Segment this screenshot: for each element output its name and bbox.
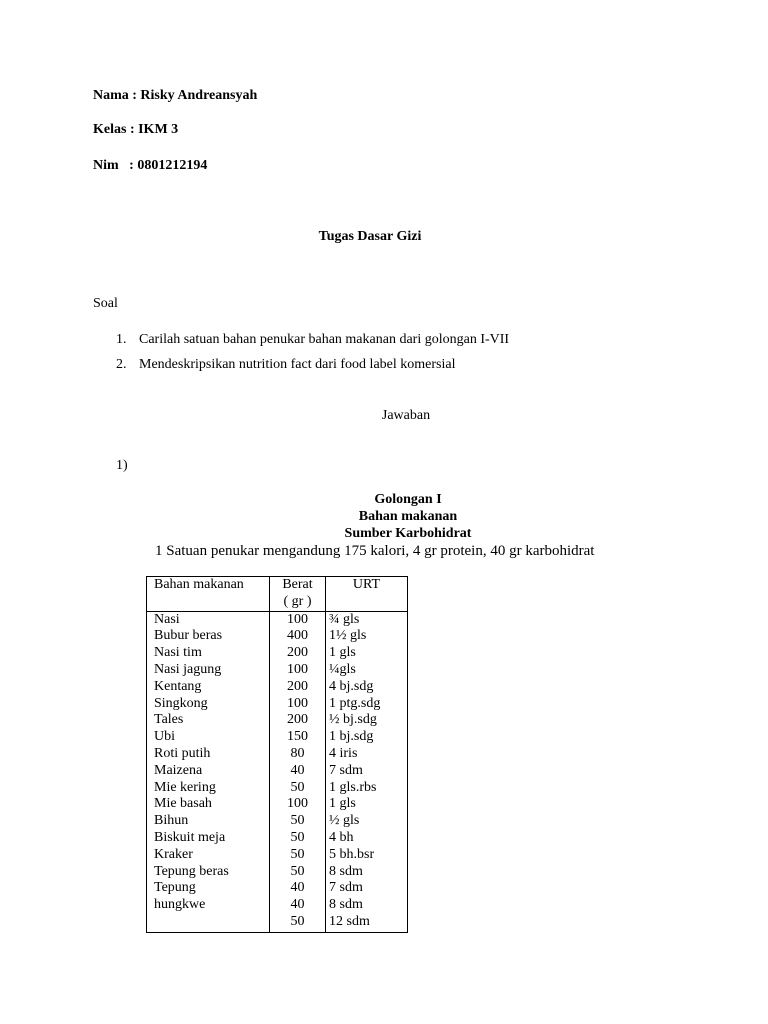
column-header-weight	[270, 577, 326, 612]
food-weight: 150	[287, 729, 308, 745]
food-weight: 200	[287, 645, 308, 661]
food-weight: 100	[287, 796, 308, 812]
food-weight: 100	[287, 695, 308, 711]
food-weight: 100	[287, 611, 308, 627]
food-name: Tepung beras	[154, 863, 229, 879]
student-class: Kelas : IKM 3	[93, 122, 179, 137]
exchange-table	[146, 576, 408, 933]
column-header-urt	[326, 577, 408, 612]
food-name: Tales	[154, 712, 184, 728]
golongan-title: Golongan I	[374, 492, 442, 507]
food-weight: 50	[290, 779, 305, 795]
soal-item-number: 1.	[116, 332, 127, 347]
soal-item-text: Carilah satuan bahan penukar bahan makanan dari golongan I-VII	[139, 332, 510, 347]
food-weight: 400	[287, 628, 308, 644]
food-urt: 8 sdm	[329, 897, 363, 913]
food-weight: 50	[290, 829, 305, 845]
header-label: Bahan makanan	[154, 577, 244, 592]
golongan-subtitle: Bahan makanan	[358, 509, 458, 524]
answer-number: 1)	[116, 458, 128, 473]
soal-item-text: Mendeskripsikan nutrition fact dari food label komersial	[139, 357, 456, 372]
food-name: Nasi tim	[154, 645, 202, 661]
food-weight: 40	[290, 880, 305, 896]
header-label: Berat	[282, 577, 313, 592]
food-name: Kraker	[154, 846, 193, 862]
food-urt: ¾ gls	[329, 611, 360, 627]
food-weight: 200	[287, 712, 308, 728]
food-name: Nasi	[154, 611, 180, 627]
food-name: Roti putih	[154, 745, 211, 761]
food-name: Singkong	[154, 695, 208, 711]
soal-item-number: 2.	[116, 357, 127, 372]
food-name: Ubi	[154, 729, 175, 745]
food-weight: 50	[290, 913, 305, 929]
food-names-cell	[147, 611, 270, 932]
food-urt: 7 sdm	[329, 762, 363, 778]
golongan-description: 1 Satuan penukar mengandung 175 kalori, 4 gr protein, 40 gr karbohidrat	[155, 543, 595, 559]
food-name: Kentang	[154, 678, 202, 694]
table-header-row	[147, 577, 408, 612]
food-urt: 4 bj.sdg	[329, 678, 374, 694]
food-name: Bubur beras	[154, 628, 223, 644]
food-urt: 4 iris	[329, 745, 358, 761]
student-name: Nama : Risky Andreansyah	[93, 88, 258, 103]
jawaban-heading: Jawaban	[381, 408, 431, 423]
food-weight: 200	[287, 678, 308, 694]
golongan-category: Sumber Karbohidrat	[344, 526, 472, 541]
food-urt: ½ bj.sdg	[329, 712, 377, 728]
urt-cell	[326, 611, 408, 932]
food-weight: 100	[287, 661, 308, 677]
food-name: Maizena	[154, 762, 203, 778]
food-weight: 50	[290, 813, 305, 829]
food-urt: 5 bh.bsr	[329, 846, 375, 862]
food-urt: 7 sdm	[329, 880, 363, 896]
food-weight: 50	[290, 863, 305, 879]
food-name: Mie kering	[154, 779, 216, 795]
soal-heading: Soal	[93, 296, 118, 311]
food-urt: ½ gls	[329, 813, 360, 829]
food-weight: 50	[290, 846, 305, 862]
food-urt: 4 bh	[329, 829, 354, 845]
food-urt: 1 gls	[329, 796, 356, 812]
food-weight: 80	[290, 745, 305, 761]
food-name: Bihun	[154, 813, 189, 829]
food-urt: 1 gls	[329, 645, 356, 661]
food-name: Nasi jagung	[154, 661, 222, 677]
student-nim: Nim : 0801212194	[93, 158, 208, 173]
food-urt: ¼gls	[329, 661, 356, 677]
food-name: Biskuit meja	[154, 829, 226, 845]
header-label: URT	[352, 577, 381, 592]
table-row	[147, 611, 408, 932]
food-urt: 1 bj.sdg	[329, 729, 374, 745]
document-title: Tugas Dasar Gizi	[318, 229, 422, 244]
food-name: hungkwe	[154, 897, 206, 913]
food-weight: 40	[290, 897, 305, 913]
food-urt: 1½ gls	[329, 628, 367, 644]
food-urt: 8 sdm	[329, 863, 363, 879]
food-weight: 40	[290, 762, 305, 778]
food-name: Tepung	[154, 880, 196, 896]
food-urt: 1 gls.rbs	[329, 779, 377, 795]
food-name: Mie basah	[154, 796, 212, 812]
food-urt: 12 sdm	[329, 913, 370, 929]
column-header-food	[147, 577, 270, 612]
header-unit: ( gr )	[283, 593, 312, 609]
food-urt: 1 ptg.sdg	[329, 695, 381, 711]
weights-cell	[270, 611, 326, 932]
